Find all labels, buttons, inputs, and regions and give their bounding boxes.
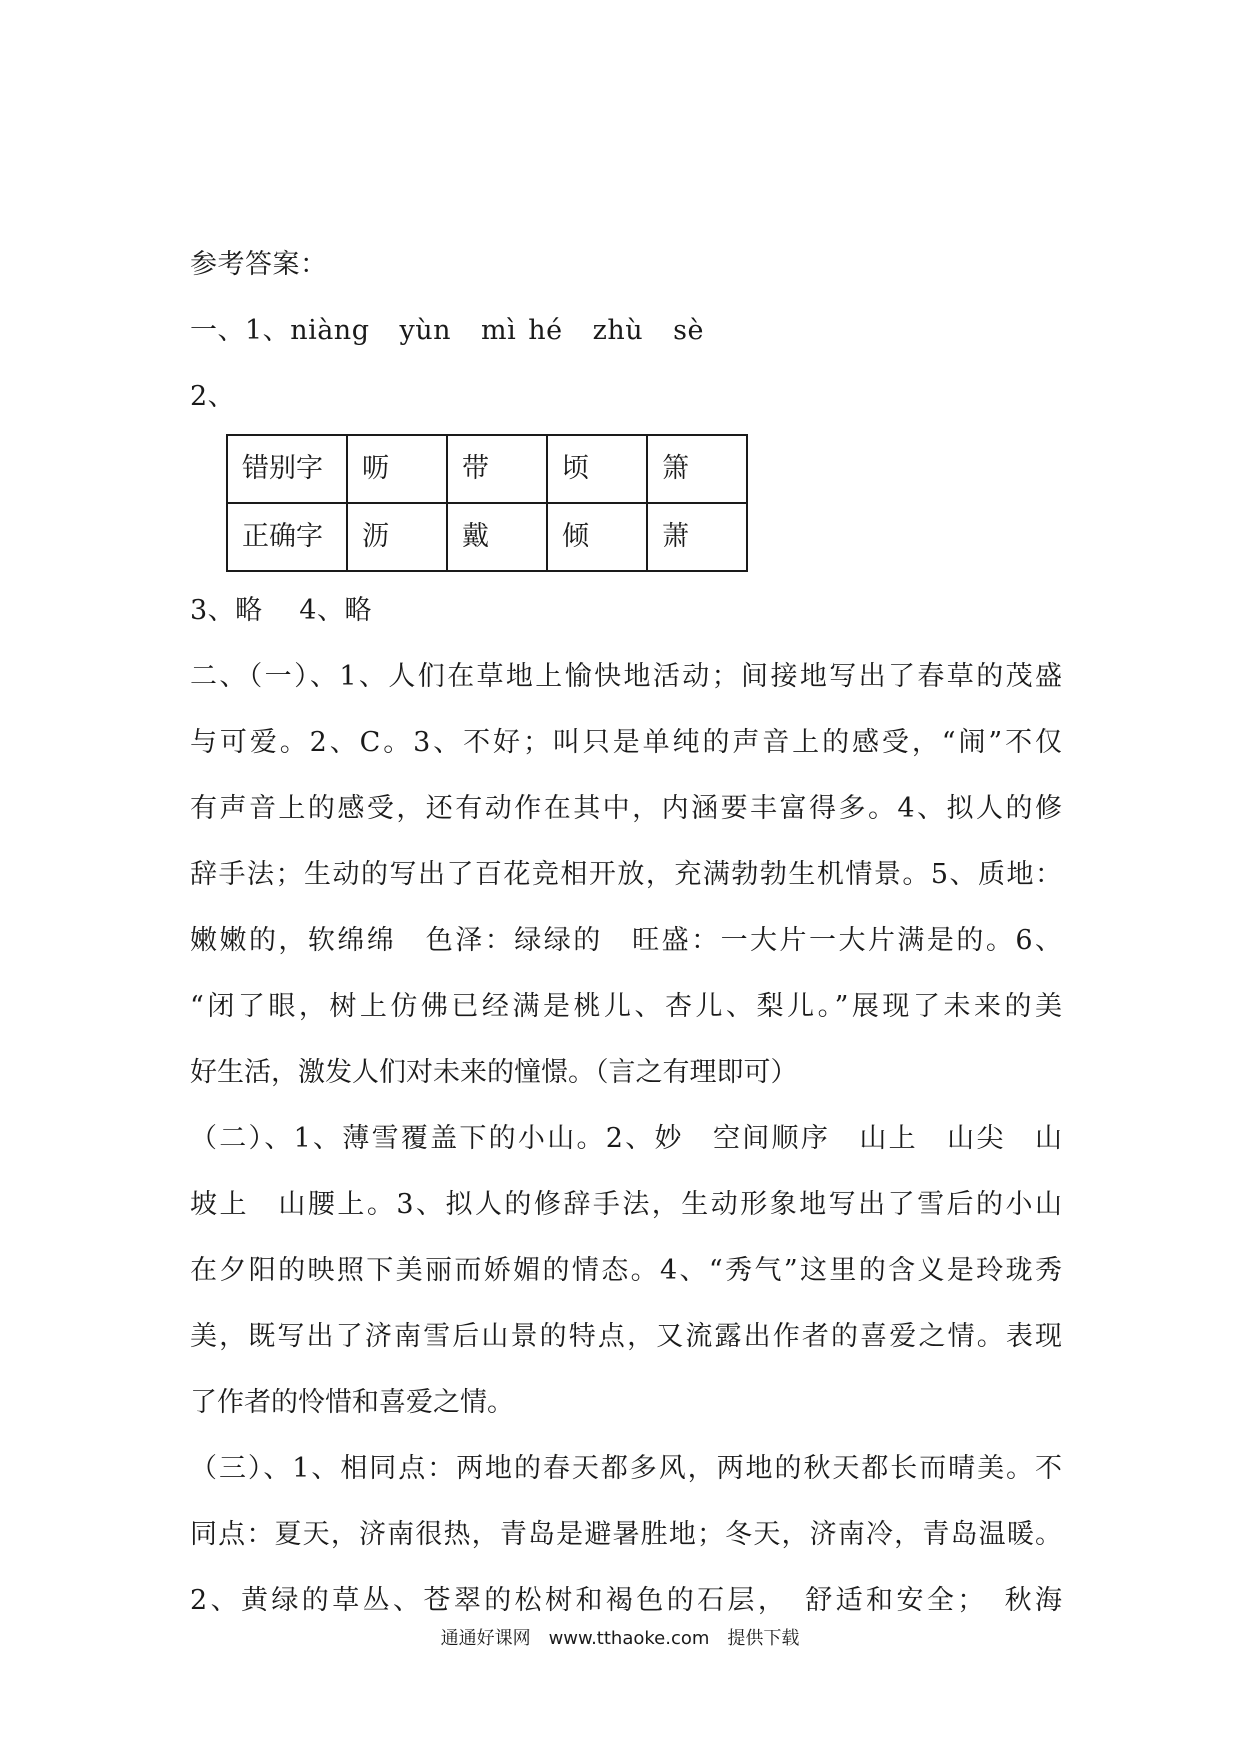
row-header-wrong: 错别字 xyxy=(227,435,347,503)
part1-line-6: 好生活，激发人们对未来的憧憬。（言之有理即可） xyxy=(190,1057,798,1088)
table-cell: 呖 xyxy=(347,435,447,503)
answer-content xyxy=(190,232,1062,1634)
table-row xyxy=(227,435,747,503)
part2-line-2: 在夕阳的映照下美丽而娇媚的情态。4、“秀气”这里的含义是玲珑秀 xyxy=(190,1255,1062,1286)
row-header-correct: 正确字 xyxy=(227,503,347,571)
pinyin-5: sè xyxy=(673,315,705,346)
part1-line-4: 嫩嫩的，软绵绵 色泽：绿绿的 旺盛：一大片一大片满是的。6、 xyxy=(190,925,1062,956)
table-cell: 沥 xyxy=(347,503,447,571)
part3-line-0: （三）、1、相同点：两地的春天都多风，两地的秋天都长而晴美。不 xyxy=(190,1453,1062,1484)
part2-line-4: 了作者的怜惜和喜爱之情。 xyxy=(190,1387,514,1418)
heading: 参考答案： xyxy=(190,249,328,280)
part1-line-2: 有声音上的感受，还有动作在其中，内涵要丰富得多。4、拟人的修 xyxy=(190,793,1062,824)
part3-line-2: 2、黄绿的草丛、苍翠的松树和褐色的石层， 舒适和安全； 秋海 xyxy=(190,1585,1062,1616)
table-cell: 箫 xyxy=(647,435,747,503)
part1-line-0: 二、（一）、1、人们在草地上愉快地活动；间接地写出了春草的茂盛 xyxy=(190,661,1062,692)
table-cell: 戴 xyxy=(447,503,547,571)
page-footer: 通通好课网 www.tthaoke.com 提供下载 xyxy=(440,1628,800,1649)
pinyin-0: niàng xyxy=(290,315,370,346)
q1-pinyin-line xyxy=(190,298,1062,364)
part3-line-1: 同点：夏天，济南很热，青岛是避暑胜地；冬天，济南冷，青岛温暖。 xyxy=(190,1519,1062,1550)
pinyin-1: yùn xyxy=(399,315,452,346)
part1-line-3: 辞手法；生动的写出了百花竞相开放，充满勃勃生机情景。5、质地： xyxy=(190,859,1062,890)
table-cell: 倾 xyxy=(547,503,647,571)
q1-prefix: 一、1、 xyxy=(190,315,291,346)
pinyin-4: zhù xyxy=(592,315,644,346)
q34-line: 3、略 4、略 xyxy=(190,595,372,626)
part2-line-1: 坡上 山腰上。3、拟人的修辞手法，生动形象地写出了雪后的小山 xyxy=(190,1189,1062,1220)
q2-label: 2、 xyxy=(190,381,236,412)
table-cell: 萧 xyxy=(647,503,747,571)
table-cell: 带 xyxy=(447,435,547,503)
part2-line-3: 美，既写出了济南雪后山景的特点，又流露出作者的喜爱之情。表现 xyxy=(190,1321,1062,1352)
part1-line-5: “闭了眼，树上仿佛已经满是桃儿、杏儿、梨儿。”展现了未来的美 xyxy=(190,991,1062,1022)
part2-line-0: （二）、1、薄雪覆盖下的小山。2、妙 空间顺序 山上 山尖 山 xyxy=(190,1123,1062,1154)
part1-line-1: 与可爱。2、C。3、不好；叫只是单纯的声音上的感受，“闹”不仅 xyxy=(190,727,1062,758)
correction-table xyxy=(226,434,748,572)
correction-table-wrap xyxy=(226,434,1062,572)
table-row xyxy=(227,503,747,571)
pinyin-3: hé xyxy=(528,315,563,346)
table-cell: 顷 xyxy=(547,435,647,503)
pinyin-2: mì xyxy=(481,315,517,346)
